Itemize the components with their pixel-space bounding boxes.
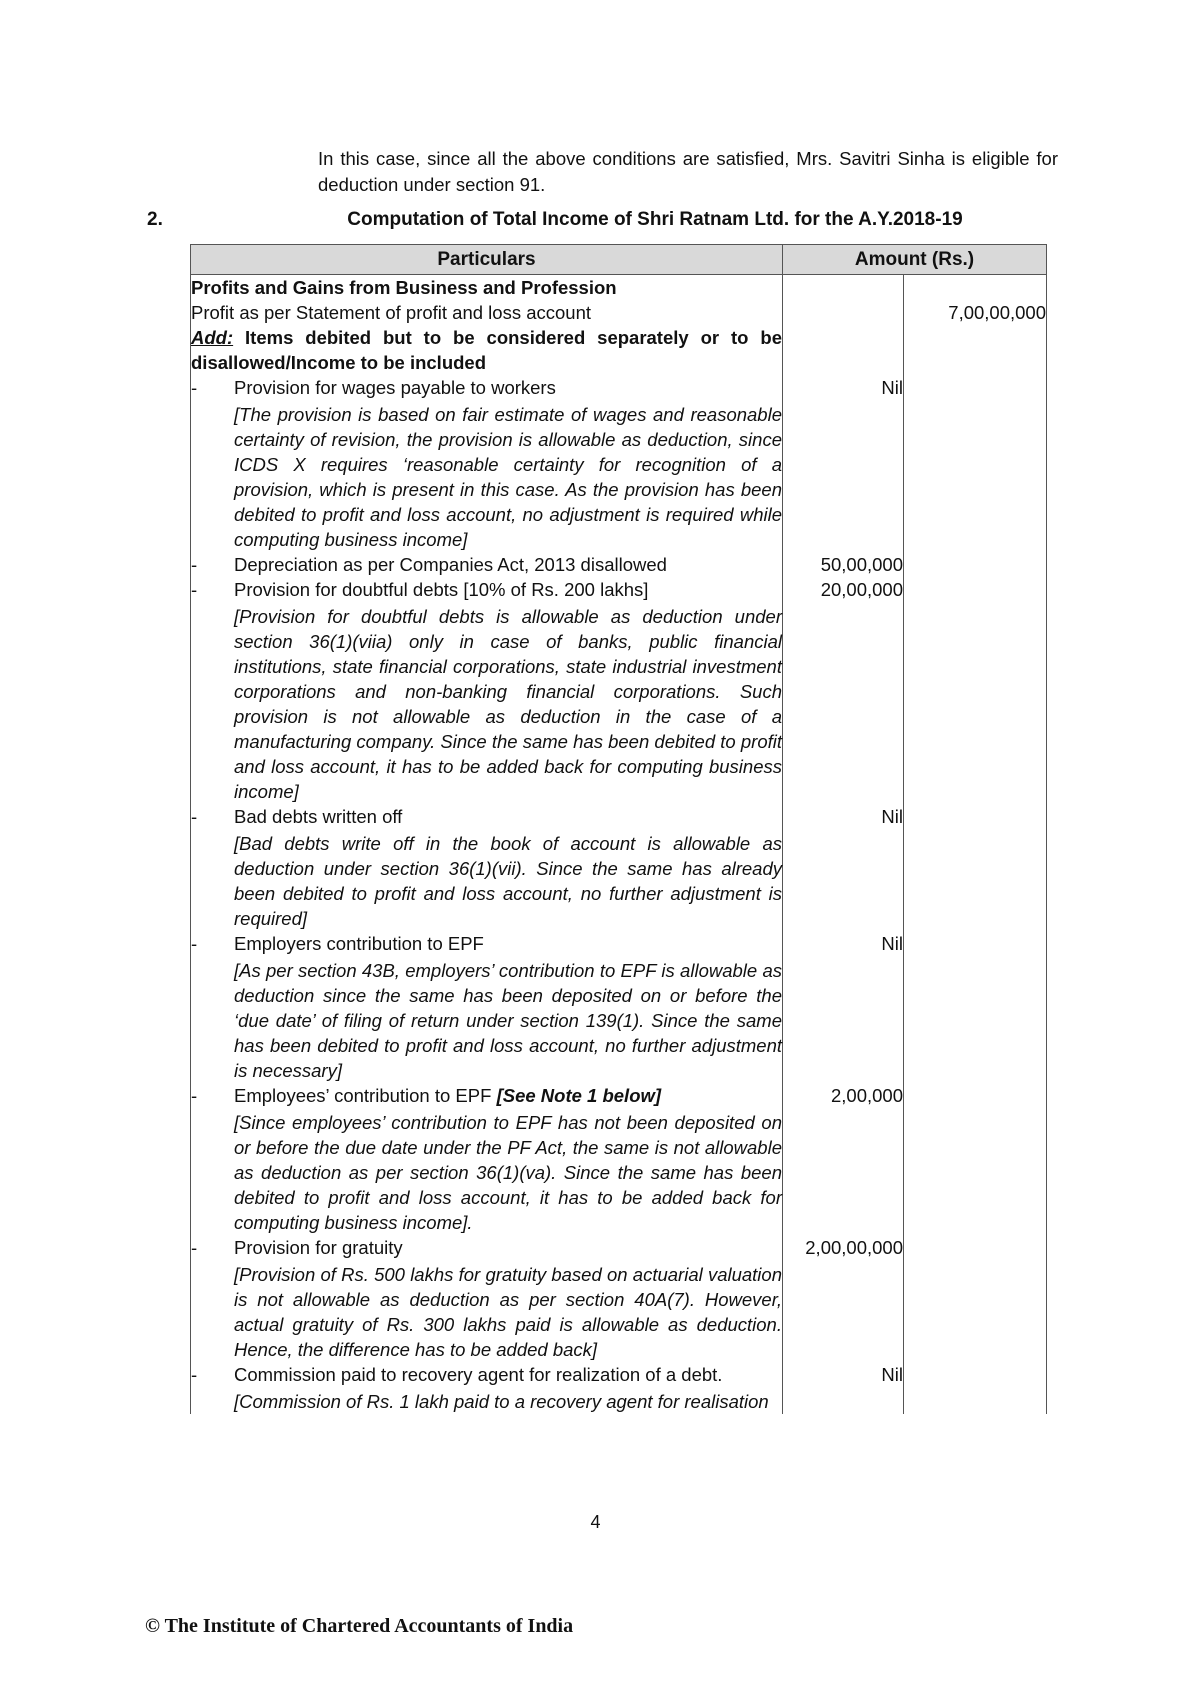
item-amount: 20,00,000 (783, 577, 904, 804)
item-amount: 2,00,000 (783, 1083, 904, 1235)
item-dash: - (191, 1364, 198, 1385)
section-heading: Profits and Gains from Business and Profession (191, 275, 783, 301)
item-dash: - (191, 579, 198, 600)
item-label-text: Employees’ contribution to EPF (234, 1085, 497, 1106)
item-cell (191, 1083, 783, 1235)
item-note: [Bad debts write off in the book of account is allowable as deduction under section 36(1)(vii). Since the same has already been debited to profit and loss account, no further adjustment is required] (234, 833, 782, 929)
item-amount: Nil (783, 804, 904, 931)
item-dash: - (191, 1237, 198, 1258)
table-row (191, 375, 1047, 552)
table-row (191, 300, 1047, 325)
item-cell (191, 577, 783, 804)
item-amount: 2,00,00,000 (783, 1235, 904, 1362)
table-row (191, 325, 1047, 375)
see-note-reference: [See Note 1 below] (496, 1085, 662, 1106)
table-row (191, 931, 1047, 1083)
computation-title: Computation of Total Income of Shri Ratnam Ltd. for the A.Y.2018-19 (347, 209, 963, 230)
question-number: 2. (147, 209, 163, 230)
header-particulars: Particulars (191, 245, 783, 275)
profit-label: Profit as per Statement of profit and loss account (191, 300, 783, 325)
table-row (191, 577, 1047, 804)
item-note: [Provision of Rs. 500 lakhs for gratuity based on actuarial valuation is not allowable as deduction as per section 40A(7). However, actual gratuity of Rs. 300 lakhs paid is allowable as deduction. Hence, the difference has to be added back] (234, 1264, 782, 1360)
item-label: Commission paid to recovery agent for realization of a debt. (234, 1364, 723, 1385)
item-dash: - (191, 806, 198, 827)
item-amount: Nil (783, 931, 904, 1083)
intro-paragraph: In this case, since all the above conditions are satisfied, Mrs. Savitri Sinha is eligible for deduction under section 91. (318, 148, 1058, 195)
item-cell (191, 804, 783, 931)
item-amount: 50,00,000 (783, 552, 904, 577)
item-label: Depreciation as per Companies Act, 2013 disallowed (234, 554, 667, 575)
table-row (191, 275, 1047, 301)
item-cell (191, 1235, 783, 1362)
item-dash: - (191, 1085, 198, 1106)
item-label: Provision for wages payable to workers (234, 377, 556, 398)
item-note: [Since employees’ contribution to EPF has not been deposited on or before the due date under the PF Act, the same is not allowable as deduction as per section 36(1)(va). Since the same has been debited to profit and loss account, it has to be added back for computing business income]. (234, 1112, 782, 1233)
item-dash: - (191, 933, 198, 954)
item-note: [Commission of Rs. 1 lakh paid to a recovery agent for realisation (234, 1391, 769, 1412)
item-label: Bad debts written off (234, 806, 403, 827)
table-header-row (191, 245, 1047, 275)
item-dash: - (191, 554, 198, 575)
table-row (191, 1362, 1047, 1414)
item-label: Employers contribution to EPF (234, 933, 484, 954)
table-row (191, 552, 1047, 577)
item-note: [The provision is based on fair estimate of wages and reasonable certainty of revision, the provision is allowable as deduction, since ICDS X requires ‘reasonable certainty for recognition of a provision, which is present in this case. As the provision has been debited to profit and loss account, no adjustment is required while computing business income] (234, 404, 782, 550)
profit-amount: 7,00,00,000 (904, 300, 1047, 325)
item-amount: Nil (783, 375, 904, 552)
item-cell (191, 1362, 783, 1414)
item-cell (191, 552, 783, 577)
table-row (191, 804, 1047, 931)
item-note: [As per section 43B, employers’ contribution to EPF is allowable as deduction since the same has been deposited on or before the ‘due date’ of filing of return under section 139(1). Since the same has been debited to profit and loss account, no further adjustment is necessary] (234, 960, 782, 1081)
item-label: Provision for gratuity (234, 1237, 403, 1258)
add-heading (191, 325, 783, 375)
item-dash: - (191, 377, 198, 398)
item-note: [Provision for doubtful debts is allowable as deduction under section 36(1)(viia) only in case of banks, public financial institutions, state financial corporations, state industrial investment corporations and non-banking financial corporations. Such provision is not allowable as deduction in the case of a manufacturing company. Since the same has been debited to profit and loss account, it has to be added back for computing business income] (234, 606, 782, 802)
item-label (234, 1083, 782, 1108)
footer-copyright: © The Institute of Chartered Accountants of India (145, 1615, 574, 1637)
header-amount: Amount (Rs.) (783, 245, 1047, 275)
page-number: 4 (590, 1512, 601, 1532)
table-row (191, 1083, 1047, 1235)
table-row (191, 1235, 1047, 1362)
add-keyword: Add: (191, 327, 234, 348)
add-text: Items debited but to be considered separately or to be disallowed/Income to be included (191, 327, 782, 373)
item-cell (191, 931, 783, 1083)
item-label: Provision for doubtful debts [10% of Rs. 200 lakhs] (234, 579, 649, 600)
item-amount: Nil (783, 1362, 904, 1414)
computation-table (190, 244, 1047, 1414)
item-cell (191, 375, 783, 552)
